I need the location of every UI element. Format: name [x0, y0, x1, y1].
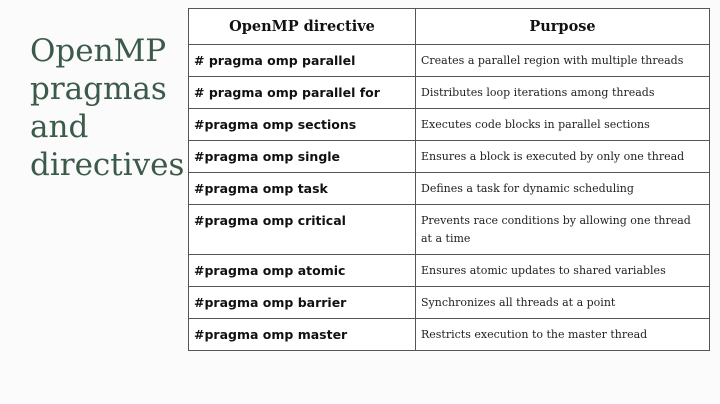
header-purpose: Purpose [416, 9, 710, 45]
purpose-cell: Synchronizes all threads at a point [416, 287, 710, 319]
table-header-row [189, 9, 710, 45]
title-line: pragmas [30, 71, 167, 107]
directive-cell: #pragma omp barrier [189, 287, 416, 319]
title-line: OpenMP [30, 33, 167, 69]
directive-cell: #pragma omp master [189, 319, 416, 351]
table-row [189, 319, 710, 351]
table-row [189, 77, 710, 109]
purpose-cell: Distributes loop iterations among threads [416, 77, 710, 109]
purpose-cell: Executes code blocks in parallel sections [416, 109, 710, 141]
table-row [189, 205, 710, 255]
directive-cell: #pragma omp single [189, 141, 416, 173]
purpose-cell: Defines a task for dynamic scheduling [416, 173, 710, 205]
table-row [189, 287, 710, 319]
slide-title [30, 32, 190, 184]
directive-cell: #pragma omp sections [189, 109, 416, 141]
directive-cell: #pragma omp task [189, 173, 416, 205]
table-row [189, 45, 710, 77]
purpose-cell: Ensures atomic updates to shared variables [416, 255, 710, 287]
table-row [189, 109, 710, 141]
purpose-cell: Creates a parallel region with multiple threads [416, 45, 710, 77]
title-line: directives [30, 147, 185, 183]
directive-cell: # pragma omp parallel for [189, 77, 416, 109]
directive-cell: # pragma omp parallel [189, 45, 416, 77]
table-row [189, 141, 710, 173]
purpose-cell: Prevents race conditions by allowing one thread at a time [416, 205, 710, 255]
table-row [189, 255, 710, 287]
purpose-cell: Restricts execution to the master thread [416, 319, 710, 351]
directives-table [188, 8, 710, 351]
title-line: and [30, 109, 89, 145]
table-row [189, 173, 710, 205]
purpose-cell: Ensures a block is executed by only one thread [416, 141, 710, 173]
directive-cell: #pragma omp critical [189, 205, 416, 255]
header-directive: OpenMP directive [189, 9, 416, 45]
directive-cell: #pragma omp atomic [189, 255, 416, 287]
